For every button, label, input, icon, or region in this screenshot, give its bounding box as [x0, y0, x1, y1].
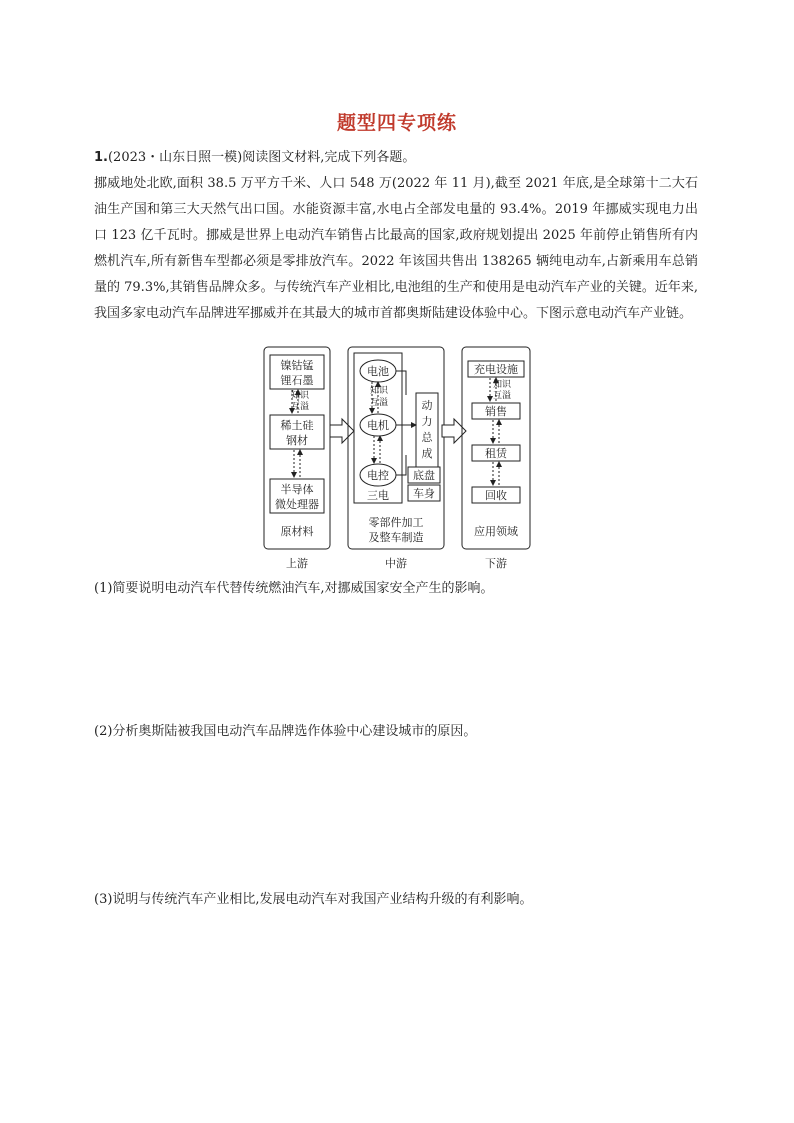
- sub-question-2: (2)分析奥斯陆被我国电动汽车品牌选作体验中心建设城市的原因。: [94, 724, 477, 739]
- midstream-stage: 中游: [385, 557, 407, 570]
- powertrain-4: 成: [421, 447, 433, 460]
- ore-line2: 锂石墨: [280, 374, 314, 387]
- recycle-label: 回收: [485, 489, 507, 502]
- semiconductor-line1: 半导体: [280, 483, 314, 496]
- flow-arrow-1: [330, 419, 354, 443]
- midstream-caption-1: 零部件加工: [368, 516, 424, 529]
- mid-link-1: 知识: [369, 386, 389, 396]
- question-source: (2023・山东日照一模)阅读图文材料,完成下列各题。: [107, 150, 416, 165]
- upstream-link-1: 知识: [290, 391, 310, 401]
- sub-question-1: (1)简要说明电动汽车代替传统燃油汽车,对挪威国家安全产生的影响。: [94, 581, 494, 596]
- powertrain-1: 动: [421, 399, 433, 412]
- sales-label: 销售: [485, 405, 507, 418]
- ev-industry-chain-diagram: [262, 345, 534, 573]
- upstream-link-2: 互溢: [290, 402, 310, 412]
- rare-earth-line2: 钢材: [286, 434, 308, 447]
- downstream-panel: [462, 347, 530, 570]
- upstream-panel: [264, 347, 330, 570]
- down-link-1: 知识: [492, 380, 512, 390]
- battery-label: 电池: [367, 365, 389, 378]
- question-number: 1.: [94, 150, 108, 165]
- down-link-2: 互溢: [492, 391, 512, 401]
- semiconductor-line2: 微处理器: [275, 498, 319, 511]
- powertrain-2: 力: [421, 415, 433, 428]
- body-label: 车身: [413, 487, 435, 500]
- upstream-stage: 上游: [286, 557, 308, 570]
- rare-earth-line1: 稀土硅: [280, 419, 314, 432]
- sub-question-3: (3)说明与传统汽车产业相比,发展电动汽车对我国产业结构升级的有利影响。: [94, 892, 533, 907]
- ore-line1: 镍钴锰: [280, 359, 314, 372]
- question-1-header: [94, 145, 698, 171]
- charging-label: 充电设施: [474, 363, 518, 376]
- question-1-material: 挪威地处北欧,面积 38.5 万平方千米、人口 548 万(2022 年 11 月),截至 2021 年底,是全球第十二大石油生产国和第三大天然气出口国。水能资源丰富,水电占全部发电量的 93.4%。2019 年挪威实现电力出口 123 亿千瓦时。挪威是世界上电动汽车销售占比最高的国家,政府规划提出 2025 年前停止销售所有内燃机汽车,所有新售车型都必须是零排放汽车。2022 年该国共售出 138265 辆纯电动车,占新乘用车总销量的 79.3%,其销售品牌众多。与传统汽车产业相比,电池组的生产和使用是电动汽车产业的关键。近年来,我国多家电动汽车品牌进军挪威并在其最大的城市首都奥斯陆建设体验中心。下图示意电动汽车产业链。: [94, 176, 698, 321]
- powertrain-3: 总: [421, 431, 433, 444]
- rental-label: 租赁: [485, 447, 507, 460]
- control-label: 电控: [367, 469, 389, 482]
- midstream-panel: [348, 347, 444, 570]
- motor-label: 电机: [367, 419, 389, 432]
- chassis-label: 底盘: [413, 469, 435, 482]
- downstream-caption: 应用领域: [474, 525, 518, 538]
- midstream-caption-2: 及整车制造: [368, 531, 424, 544]
- page-title: 题型四专项练: [336, 112, 457, 134]
- upstream-caption: 原材料: [280, 525, 314, 538]
- mid-link-2: 互溢: [369, 398, 389, 408]
- downstream-stage: 下游: [485, 557, 507, 570]
- three-electric-label: 三电: [367, 489, 389, 502]
